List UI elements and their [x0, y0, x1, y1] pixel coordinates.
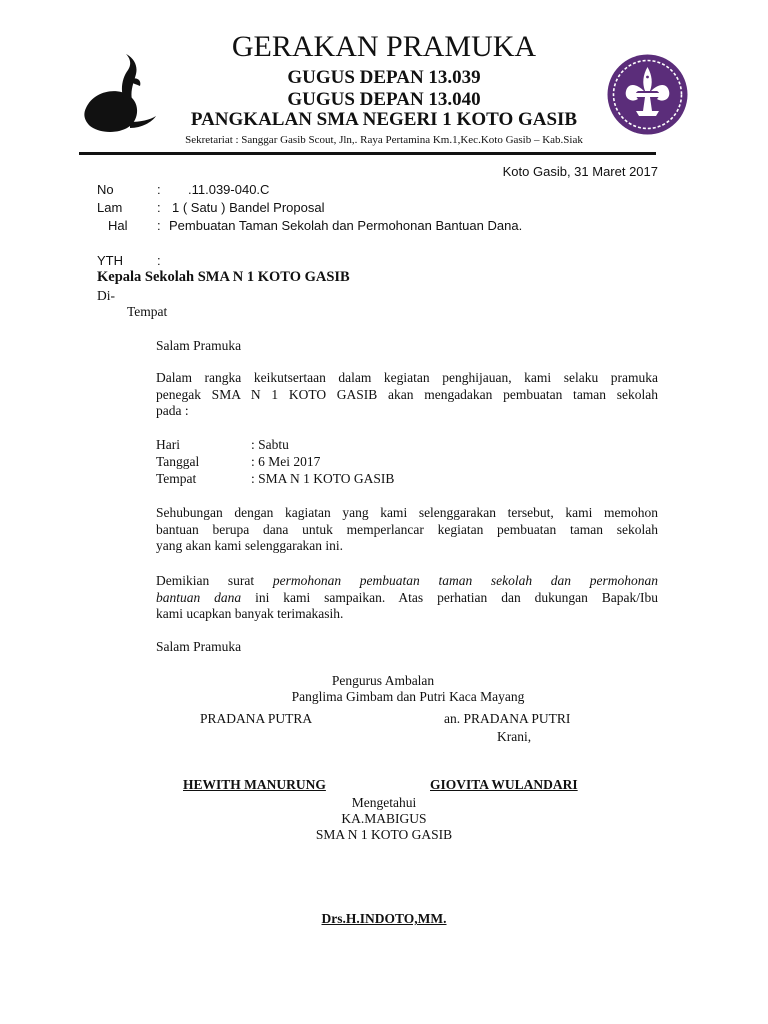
sig-left-title: PRADANA PUTRA — [200, 711, 313, 726]
meta-no-label: No — [97, 182, 114, 197]
meta-no-value: .11.039-040.C — [188, 182, 270, 197]
closing-italic-2: bantuan dana — [156, 589, 242, 605]
schedule-value: : 6 Mei 2017 — [251, 454, 321, 469]
paragraph-closing — [156, 573, 658, 623]
paragraph-line: yang akan kami selenggarakan ini. — [156, 538, 344, 553]
place-date: Koto Gasib, 31 Maret 2017 — [502, 164, 658, 179]
gudep-line-1: GUGUS DEPAN 13.039 — [287, 67, 481, 88]
gudep-line-2: GUGUS DEPAN 13.040 — [287, 89, 481, 110]
org-name: GERAKAN PRAMUKA — [231, 30, 537, 63]
sig-panglima: Panglima Gimbam dan Putri Kaca Mayang — [291, 689, 525, 704]
paragraph-request — [156, 505, 658, 555]
sig-pengurus: Pengurus Ambalan — [331, 673, 435, 688]
schedule-label: Hari — [156, 437, 180, 452]
paragraph-line — [156, 590, 658, 607]
schedule-label: Tanggal — [156, 454, 200, 469]
schedule-value: : SMA N 1 KOTO GASIB — [251, 471, 395, 486]
sig-right-title: an. PRADANA PUTRI — [444, 711, 571, 726]
recipient: Kepala Sekolah SMA N 1 KOTO GASIB — [97, 269, 350, 285]
paragraph-line: penegak SMA N 1 KOTO GASIB akan mengadakan pembuatan taman sekolah — [156, 386, 658, 402]
meta-hal-value: Pembuatan Taman Sekolah dan Permohonan Bantuan Dana. — [169, 218, 523, 233]
paragraph-line: bantuan berupa dana untuk memperlancar kegiatan pembuatan taman sekolah — [156, 521, 658, 537]
meta-lam-label: Lam — [97, 200, 123, 215]
sig-mengetahui: Mengetahui — [351, 795, 417, 810]
closing-italic-1: permohonan pembuatan taman sekolah dan permohonan — [272, 573, 658, 588]
yth-sep: : — [157, 253, 161, 268]
meta-hal-label: Hal — [108, 218, 128, 233]
sig-school: SMA N 1 KOTO GASIB — [315, 827, 453, 842]
paragraph-line: Dalam rangka keikutsertaan dalam kegiatan penghijauan, kami selaku pramuka — [156, 370, 658, 385]
recipient-di: Di- — [97, 288, 115, 303]
closing-prefix: Demikian surat — [156, 573, 273, 588]
pangkalan-line: PANGKALAN SMA NEGERI 1 KOTO GASIB — [190, 109, 578, 130]
meta-no-sep: : — [157, 182, 161, 197]
header-divider — [79, 152, 656, 155]
closing-rest: ini kami sampaikan. Atas perhatian dan dukungan Bapak/Ibu — [241, 589, 658, 605]
paragraph-line: kami ucapkan banyak terimakasih. — [156, 606, 344, 621]
paragraph-line: Sehubungan dengan kagiatan yang kami selenggarakan tersebut, kami memohon — [156, 505, 658, 520]
sig-head-name: Drs.H.INDOTO,MM. — [321, 911, 447, 926]
meta-lam-value: 1 ( Satu ) Bandel Proposal — [172, 200, 325, 215]
paragraph-line: pada : — [156, 403, 189, 418]
meta-lam-sep: : — [157, 200, 161, 215]
recipient-place: Tempat — [127, 304, 168, 319]
sig-right-name: GIOVITA WULANDARI — [430, 777, 578, 792]
closing-greeting: Salam Pramuka — [156, 639, 242, 654]
schedule-label: Tempat — [156, 471, 197, 486]
sig-left-name: HEWITH MANURUNG — [183, 777, 326, 792]
paragraph-line — [156, 573, 658, 590]
sig-right-subtitle: Krani, — [497, 729, 532, 744]
secretariat-address: Sekretariat : Sanggar Gasib Scout, Jln,. Raya Pertamina Km.1,Kec.Koto Gasib – Kab.Siak — [185, 134, 583, 146]
sig-ka-mabigus: KA.MABIGUS — [341, 811, 427, 826]
greeting: Salam Pramuka — [156, 338, 242, 353]
paragraph-intro — [156, 370, 658, 420]
yth-label: YTH — [97, 253, 123, 268]
meta-hal-sep: : — [157, 218, 161, 233]
schedule-value: : Sabtu — [251, 437, 289, 452]
